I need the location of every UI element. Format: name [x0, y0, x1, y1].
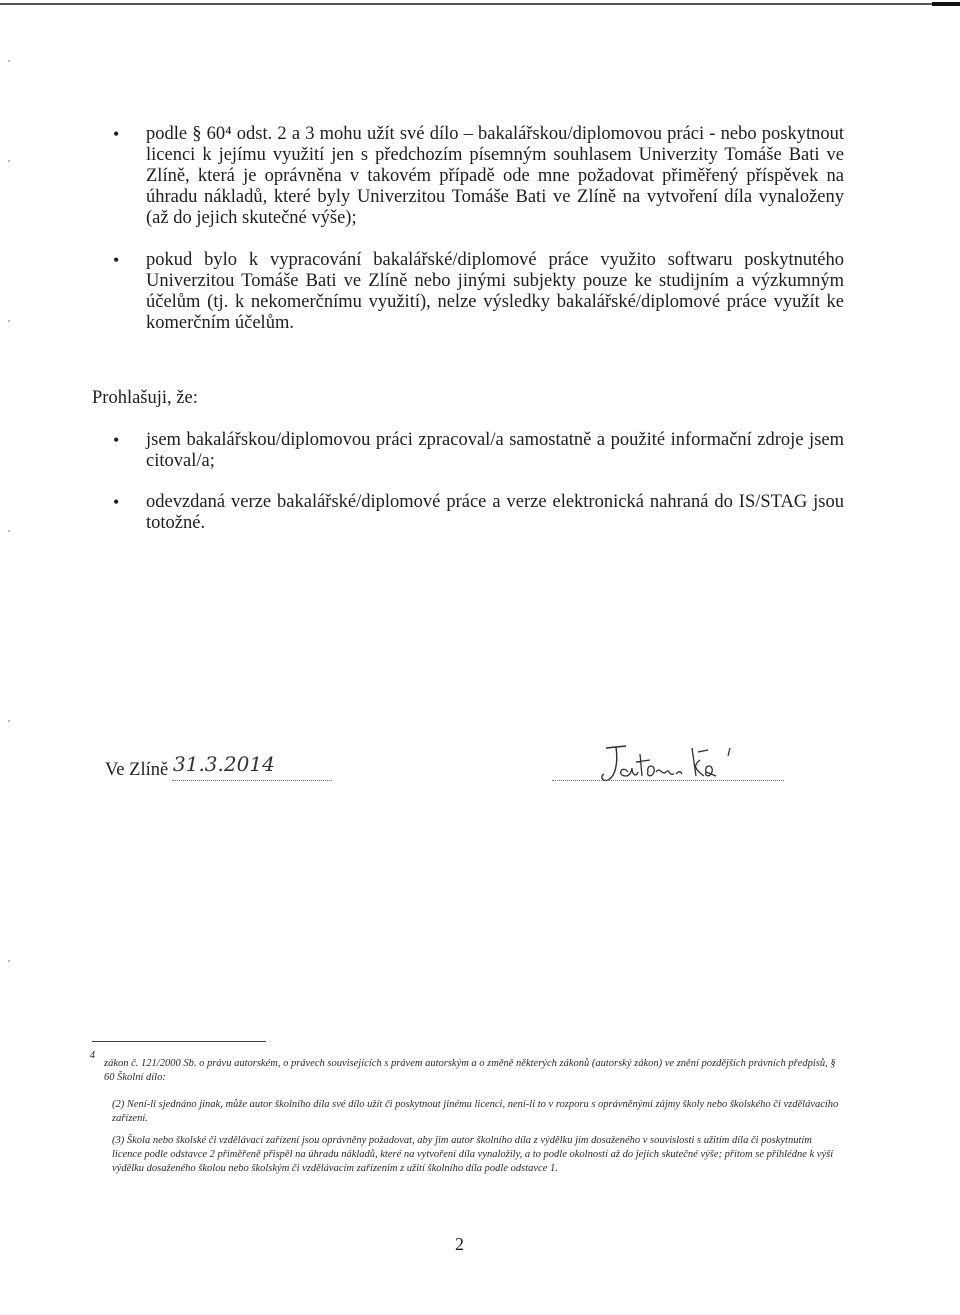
bullet-text: jsem bakalářskou/diplomovou práci zpracoval/a samostatně a použité informační zdroje jsem citoval/a; — [146, 430, 844, 471]
handwritten-date: 31.3.2014 — [173, 752, 275, 776]
footnote-rule — [92, 1041, 266, 1042]
page-number: 2 — [455, 1234, 464, 1254]
bullet-text: odevzdaná verze bakalářské/diplomové práce a verze elektronická nahraná do IS/STAG jsou totožné. — [146, 492, 844, 533]
scan-speck — [8, 720, 10, 722]
footnote-marker: 4 — [90, 1050, 95, 1061]
bullet-dot: • — [113, 492, 120, 512]
signature-dotted-line — [552, 780, 784, 781]
bullet-text: pokud bylo k vypracování bakalářské/diplomové práce využito softwaru poskytnutého Univerzitou Tomáše Bati ve Zlíně nebo jinými subjekty pouze ke studijním a výzkumným účelům (tj. k nekomerčnímu využití), nelze výsledky bakalářské/diplomové práce využít ke komerčním účelům. — [146, 250, 844, 333]
bullet-dot: • — [113, 124, 120, 144]
bullet-item-identical-versions — [113, 492, 844, 534]
place-label: Ve Zlíně — [105, 760, 169, 780]
declaration-heading: Prohlašuji, že: — [92, 388, 198, 408]
footnote-paragraph-2: (2) Není-li sjednáno jinak, může autor školního díla své dílo užít či poskytnout jinému licenci, není-li to v rozporu s oprávněnými zájmy školy nebo školského či vzdělávacího zařízení. — [112, 1099, 839, 1124]
bullet-text: podle § 60⁴ odst. 2 a 3 mohu užít své dílo – bakalářskou/diplomovou práci - nebo poskytnout licenci k jejímu využití jen s předchozím písemným souhlasem Univerzity Tomáše Bati ve Zlíně, která je oprávněna v takovém případě ode mne požadovat přiměřený příspěvek na úhradu nákladů, které byly Univerzitou Tomáše Bati ve Zlíně na vytvoření díla vynaloženy (až do jejich skutečné výše); — [146, 124, 844, 228]
scan-speck — [8, 530, 10, 532]
footnote-paragraph-3: (3) Škola nebo školské či vzdělávací zařízení jsou oprávněny požadovat, aby jim autor školního díla z výdělku jím dosaženého v souvislosti s užitím díla či poskytnutím licence podle odstavce 2 přiměřeně přispěl na úhradu nákladů, které na vytvoření díla vynaložily, a to podle okolností až do jejich skutečné výše; přitom se přihlédne k výši výdělku dosaženého školou nebo školským či vzdělávacím zařízením z užití školního díla podle odstavce 1. — [112, 1135, 834, 1174]
date-dotted-line — [172, 780, 332, 781]
scan-speck — [8, 960, 10, 962]
bullet-item-software — [113, 250, 844, 334]
bullet-dot: • — [113, 250, 120, 270]
scan-speck — [8, 160, 10, 162]
scan-speck — [8, 60, 10, 62]
footnote-law: zákon č. 121/2000 Sb. o právu autorském, o právech souvisejících s právem autorským a o změně některých zákonů (autorský zákon) ve znění pozdějších právních předpisů, § 60 Školní dílo: — [104, 1058, 836, 1083]
bullet-item-license — [113, 124, 844, 229]
scan-speck — [8, 320, 10, 322]
top-corner-mark — [932, 2, 960, 6]
bullet-item-independent-work — [113, 430, 844, 472]
top-scan-line — [0, 3, 960, 5]
bullet-dot: • — [113, 430, 120, 450]
